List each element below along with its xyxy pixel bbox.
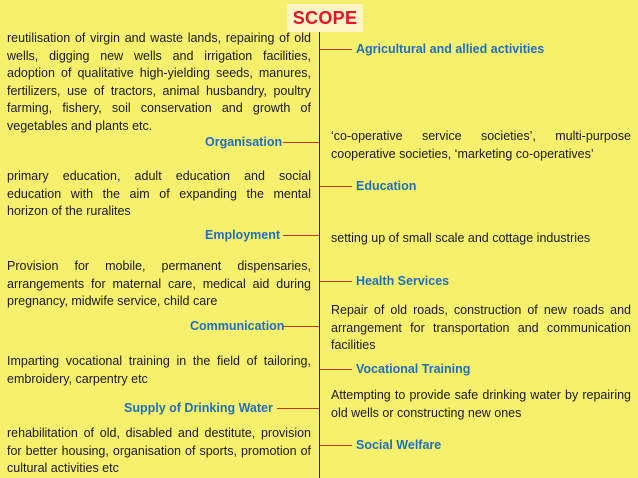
connector-social-welfare — [320, 445, 352, 446]
health-description: Provision for mobile, permanent dispensaries, arrangements for maternal care, medical aid during pregnancy, midwife service, child care — [7, 259, 311, 308]
communication-description: Repair of old roads, construction of new roads and arrangement for transportation and communication facilities — [331, 303, 631, 352]
label-education: Education — [356, 179, 417, 193]
label-agricultural: Agricultural and allied activities — [356, 42, 545, 56]
education-description: primary education, adult education and social education with the aim of expanding the mental horizon of the ruralites — [7, 169, 311, 218]
label-social-welfare: Social Welfare — [356, 438, 442, 452]
label-supply-drinking-water: Supply of Drinking Water — [124, 401, 273, 415]
central-axis — [319, 32, 320, 478]
connector-employment — [283, 235, 319, 236]
label-vocational: Vocational Training — [356, 362, 471, 376]
vocational-description: Imparting vocational training in the field of tailoring, embroidery, carpentry etc — [7, 354, 311, 386]
scope-title: SCOPE — [287, 4, 363, 32]
agriculture-description: reutilisation of virgin and waste lands, repairing of old wells, digging new wells and irrigation facilities, adoption of qualitative high-yielding seeds, manures, fertilizers, use of tractors, animal husbandry, poultry farming, fishery, soil conservation and growth of vegetables and plants etc. — [7, 31, 311, 133]
connector-vocational — [320, 369, 352, 370]
connector-supply-drinking-water — [277, 408, 319, 409]
connector-health — [320, 281, 352, 282]
label-communication: Communication — [190, 319, 285, 333]
label-organisation: Organisation — [205, 135, 283, 149]
connector-agricultural — [320, 49, 352, 50]
connector-communication — [283, 326, 319, 327]
water-description: Attempting to provide safe drinking water by repairing old wells or constructing new ones — [331, 388, 631, 420]
connector-organisation — [283, 142, 319, 143]
label-health: Health Services — [356, 274, 450, 288]
employment-description: setting up of small scale and cottage industries — [331, 231, 591, 245]
connector-education — [320, 186, 352, 187]
organisation-description: ‘co-operative service societies’, multi-purpose cooperative societies, ‘marketing co-operatives’ — [331, 129, 631, 161]
label-employment: Employment — [205, 228, 281, 242]
welfare-description: rehabilitation of old, disabled and destitute, provision for better housing, organisation of sports, promotion of cultural activities etc — [7, 426, 311, 475]
